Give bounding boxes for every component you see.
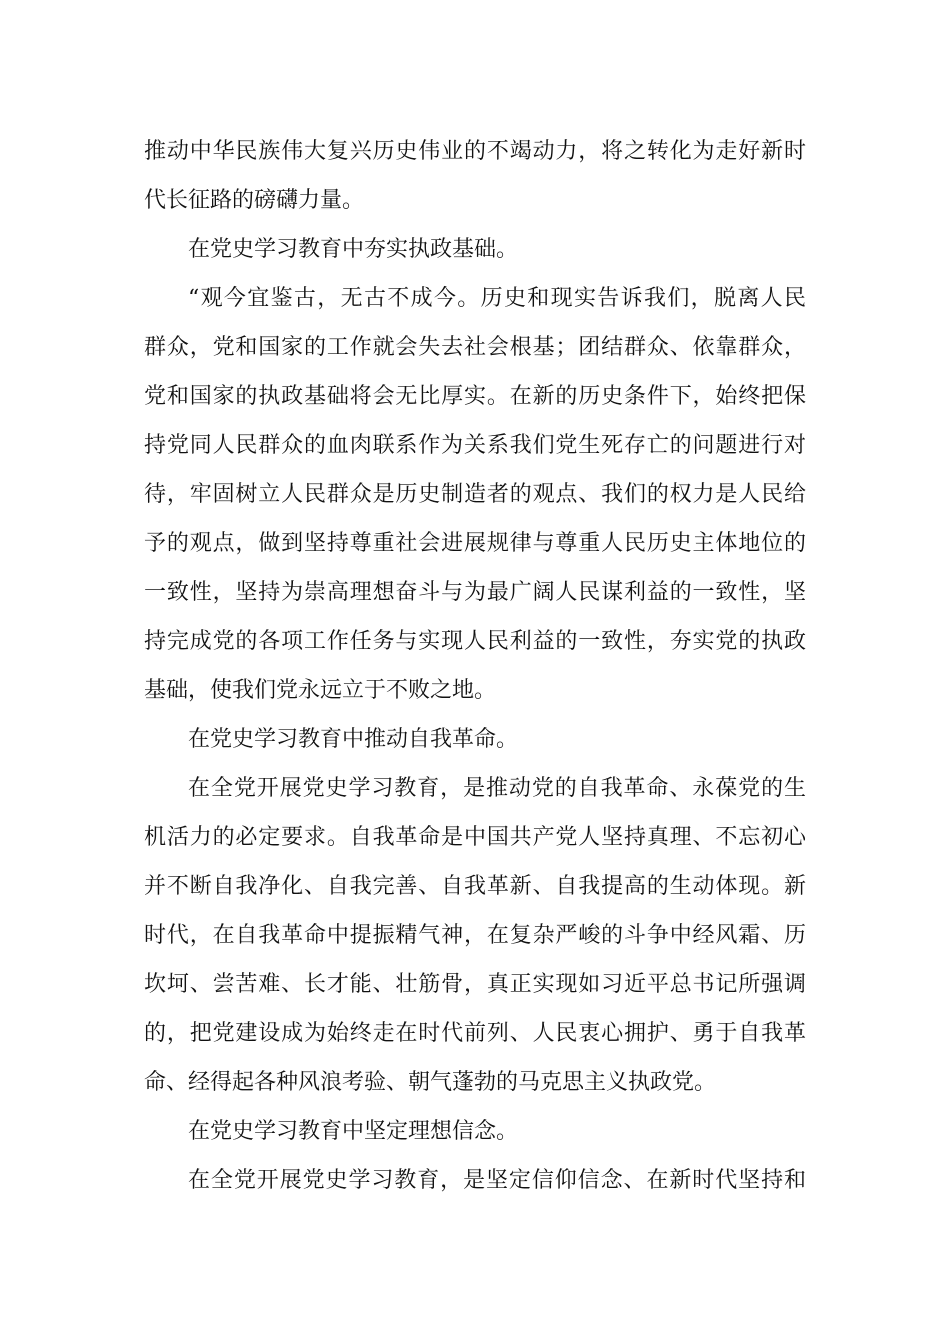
text-line: “观今宜鉴古，无古不成今。历史和现实告诉我们，脱离人民 [188,286,806,311]
text-line: 群众，党和国家的工作就会失去社会根基；团结群众、依靠群众， [144,335,806,360]
text-line: 代长征路的磅礴力量。 [144,188,365,213]
text-line: 时代，在自我革命中提振精气神，在复杂严峻的斗争中经风霜、历 [144,923,806,948]
text-line: 在全党开展党史学习教育，是坚定信仰信念、在新时代坚持和 [188,1168,806,1193]
text-line: 坎坷、尝苦难、长才能、壮筋骨，真正实现如习近平总书记所强调 [144,972,806,997]
text-line: 的，把党建设成为始终走在时代前列、人民衷心拥护、勇于自我革 [144,1021,806,1046]
text-line: 基础，使我们党永远立于不败之地。 [144,678,497,703]
section-heading: 在党史学习教育中夯实执政基础。 [188,237,519,262]
section-heading: 在党史学习教育中推动自我革命。 [188,727,519,752]
section-heading: 在党史学习教育中坚定理想信念。 [188,1119,519,1144]
text-line: 机活力的必定要求。自我革命是中国共产党人坚持真理、不忘初心 [144,825,806,850]
text-line: 待，牢固树立人民群众是历史制造者的观点、我们的权力是人民给 [144,482,806,507]
text-line: 并不断自我净化、自我完善、自我革新、自我提高的生动体现。新 [144,874,806,899]
text-line: 予的观点，做到坚持尊重社会进展规律与尊重人民历史主体地位的 [144,531,806,556]
text-line: 持党同人民群众的血肉联系作为关系我们党生死存亡的问题进行对 [144,433,806,458]
text-line: 党和国家的执政基础将会无比厚实。在新的历史条件下，始终把保 [144,384,806,409]
text-line: 在全党开展党史学习教育，是推动党的自我革命、永葆党的生 [188,776,806,801]
text-line: 推动中华民族伟大复兴历史伟业的不竭动力，将之转化为走好新时 [144,139,806,164]
text-line: 一致性，坚持为崇高理想奋斗与为最广阔人民谋利益的一致性，坚 [144,580,806,605]
text-line: 命、经得起各种风浪考验、朝气蓬勃的马克思主义执政党。 [144,1070,717,1095]
text-line: 持完成党的各项工作任务与实现人民利益的一致性，夯实党的执政 [144,629,806,654]
